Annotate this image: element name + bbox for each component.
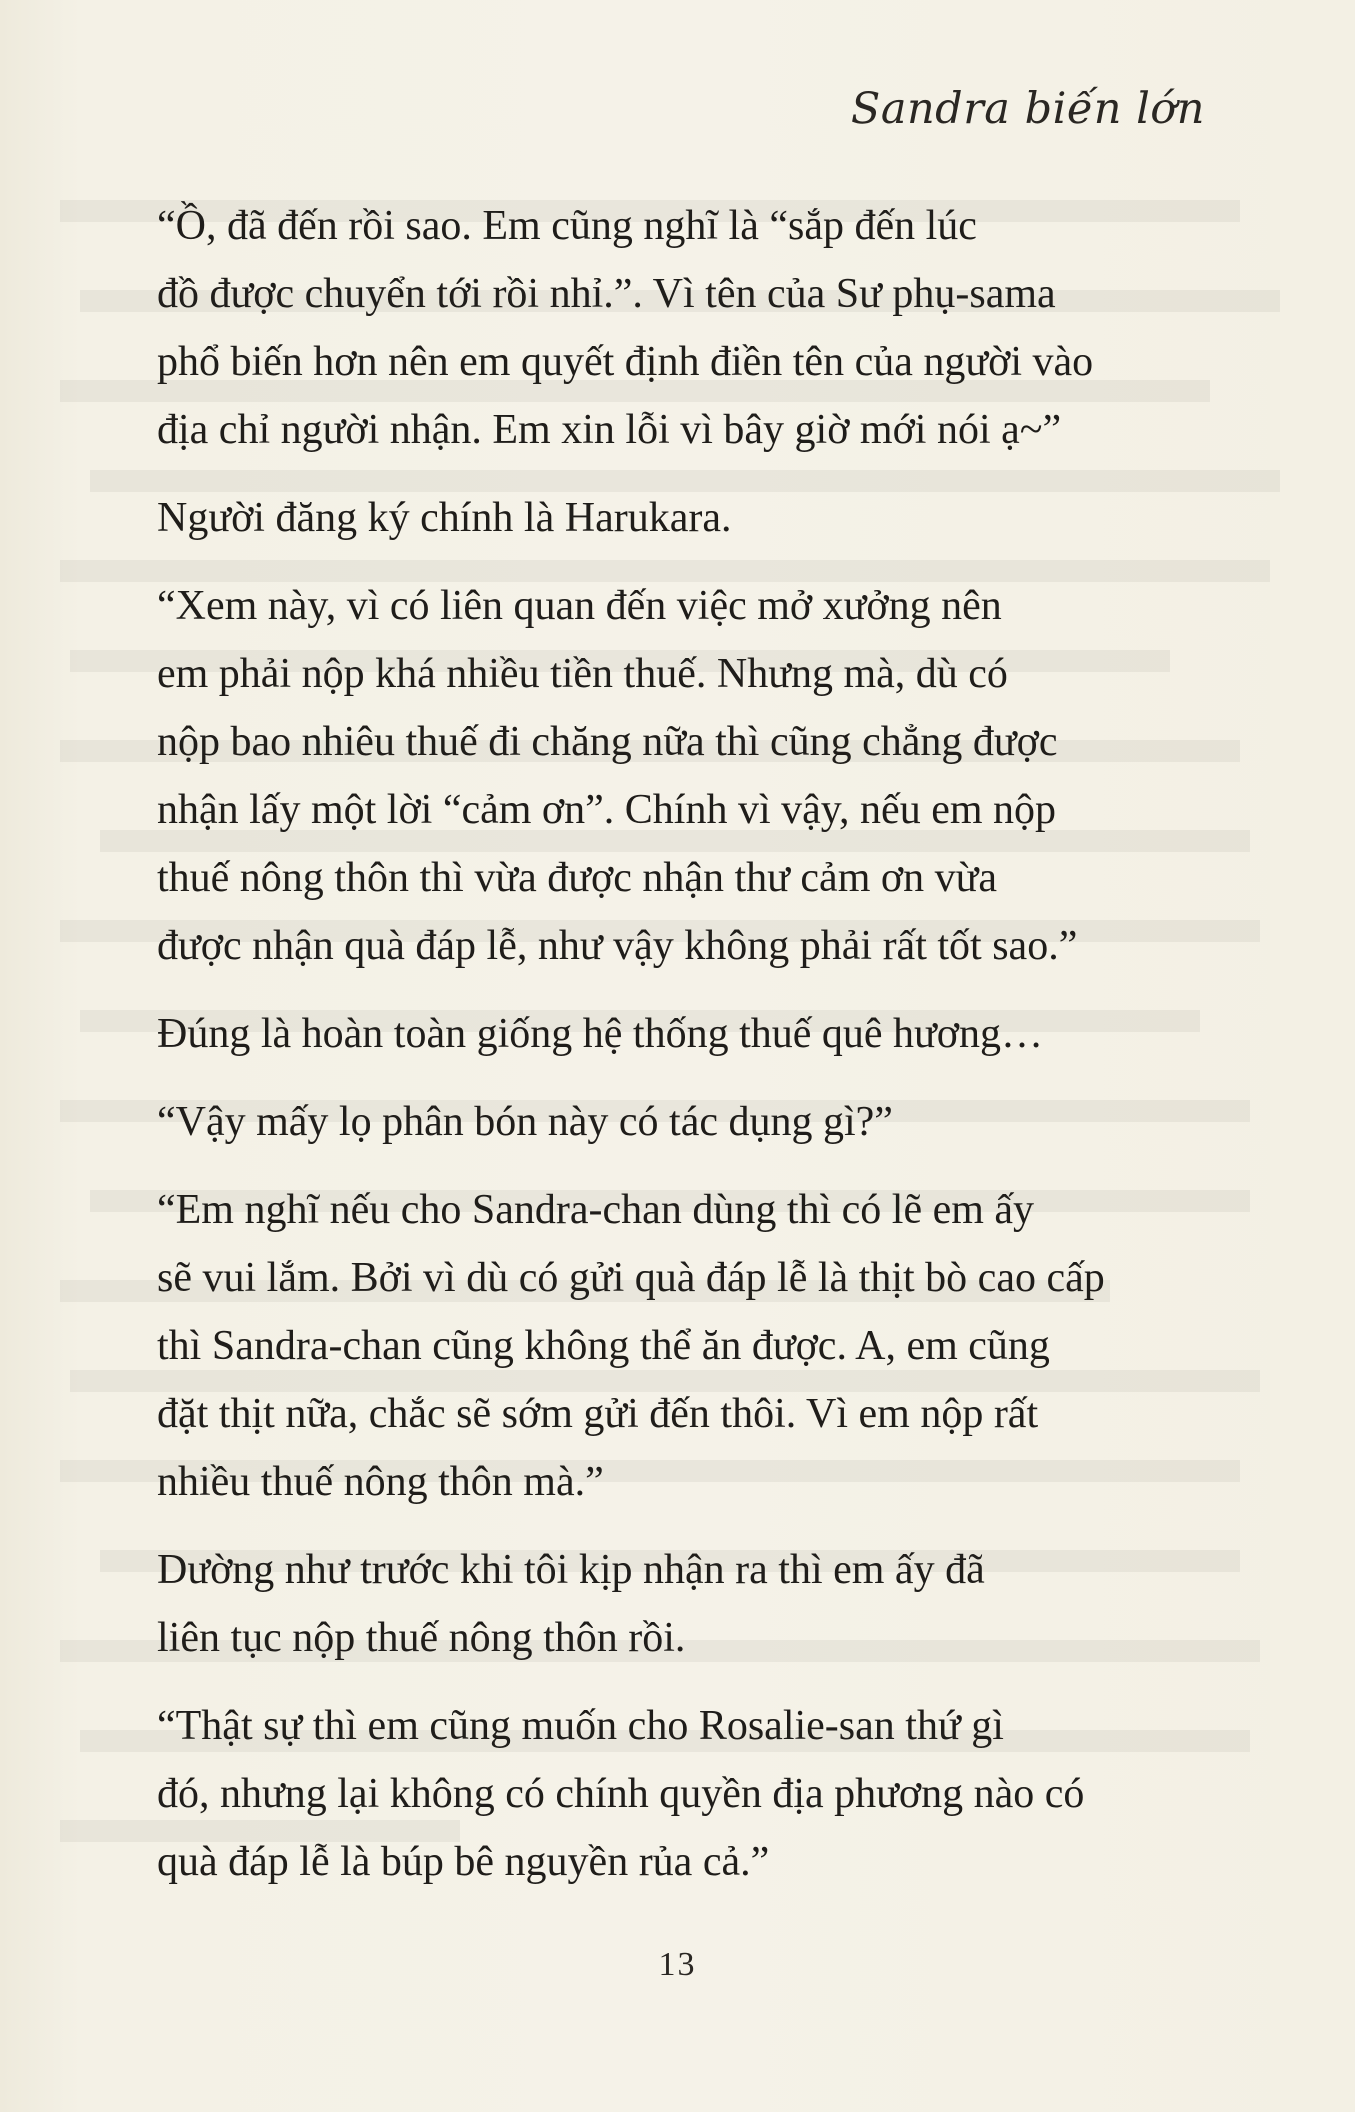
text-line: được nhận quà đáp lễ, như vậy không phải rất tốt sao.” (157, 923, 1078, 969)
text-line: thì Sandra-chan cũng không thể ăn được. A, em cũng (157, 1323, 1050, 1369)
text-line: địa chỉ người nhận. Em xin lỗi vì bây giờ mới nói ạ~” (157, 407, 1062, 453)
text-line: em phải nộp khá nhiều tiền thuế. Nhưng mà, dù có (157, 651, 1008, 697)
text-line: nộp bao nhiêu thuế đi chăng nữa thì cũng chẳng được (157, 719, 1058, 765)
text-line: “Xem này, vì có liên quan đến việc mở xưởng nên (157, 583, 1002, 629)
text-line: phổ biến hơn nên em quyết định điền tên của người vào (157, 339, 1094, 385)
paragraph-2 (155, 484, 1205, 552)
text-line: Người đăng ký chính là Harukara. (157, 495, 732, 541)
text-line: “Em nghĩ nếu cho Sandra-chan dùng thì có lẽ em ấy (157, 1187, 1035, 1233)
text-line: “Vậy mấy lọ phân bón này có tác dụng gì?” (157, 1099, 893, 1145)
text-line: liên tục nộp thuế nông thôn rồi. (157, 1615, 686, 1661)
paragraph-5 (155, 1088, 1205, 1156)
paragraph-8 (155, 1692, 1205, 1896)
text-line: “Thật sự thì em cũng muốn cho Rosalie-san thứ gì (157, 1703, 1004, 1749)
paragraph-7 (155, 1536, 1205, 1672)
text-line: quà đáp lễ là búp bê nguyền rủa cả.” (157, 1839, 770, 1885)
text-line: Đúng là hoàn toàn giống hệ thống thuế quê hương… (157, 1011, 1043, 1057)
text-line: nhiều thuế nông thôn mà.” (157, 1459, 604, 1505)
paragraph-6 (155, 1176, 1205, 1516)
body-text (155, 192, 1205, 1916)
paragraph-1 (155, 192, 1205, 464)
running-header: Sandra biến lớn (850, 84, 1205, 134)
text-line: sẽ vui lắm. Bởi vì dù có gửi quà đáp lễ là thịt bò cao cấp (157, 1255, 1105, 1301)
paragraph-4 (155, 1000, 1205, 1068)
text-line: đó, nhưng lại không có chính quyền địa phương nào có (157, 1771, 1085, 1817)
text-line: thuế nông thôn thì vừa được nhận thư cảm ơn vừa (157, 855, 997, 901)
text-line: nhận lấy một lời “cảm ơn”. Chính vì vậy, nếu em nộp (157, 787, 1057, 833)
text-line: Dường như trước khi tôi kịp nhận ra thì em ấy đã (157, 1547, 985, 1593)
text-line: đặt thịt nữa, chắc sẽ sớm gửi đến thôi. Vì em nộp rất (157, 1391, 1039, 1437)
paragraph-3 (155, 572, 1205, 980)
text-line: “Ồ, đã đến rồi sao. Em cũng nghĩ là “sắp đến lúc (157, 203, 977, 249)
page-number: 13 (658, 1946, 697, 1983)
text-line: đồ được chuyển tới rồi nhỉ.”. Vì tên của Sư phụ-sama (157, 271, 1056, 317)
